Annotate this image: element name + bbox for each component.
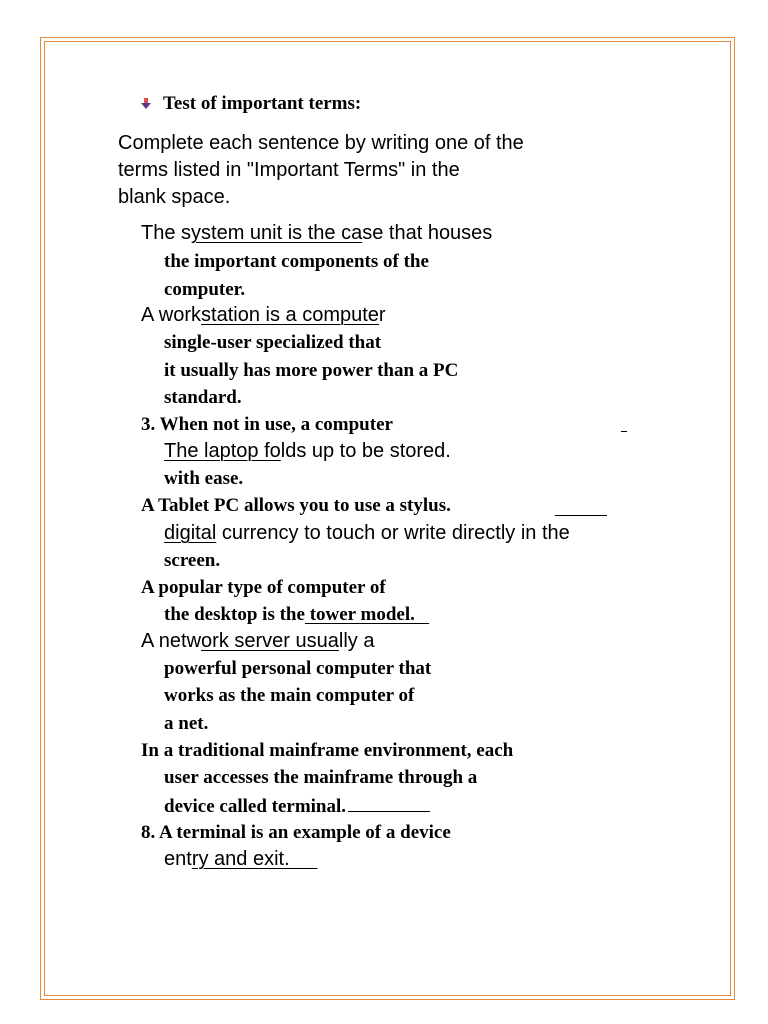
q3-line-1: 3. When not in use, a computer bbox=[141, 414, 393, 435]
q2-answer: station is a compute bbox=[201, 304, 379, 326]
q6-line-4: a net. bbox=[164, 713, 209, 734]
q8-text: ent bbox=[164, 848, 192, 870]
q8-line-1: 8. A terminal is an example of a device bbox=[141, 822, 451, 843]
q5-text: the desktop is the bbox=[164, 604, 305, 625]
answer-blank bbox=[555, 499, 607, 516]
q1-line-2: the important components of the bbox=[164, 251, 429, 272]
q3-answer: The laptop fo bbox=[164, 440, 281, 462]
q6-answer: ork server usua bbox=[201, 630, 339, 652]
q2-line-4: standard. bbox=[164, 387, 242, 408]
q6-line-1 bbox=[141, 630, 374, 653]
q4-line-3: screen. bbox=[164, 550, 221, 571]
answer-blank bbox=[621, 415, 627, 432]
q4-answer: digital bbox=[164, 522, 217, 544]
q5-line-2 bbox=[164, 604, 429, 626]
q4-text: currency to touch or write directly in the bbox=[216, 522, 570, 544]
q8-line-2 bbox=[164, 848, 317, 871]
q6-text: A netw bbox=[141, 630, 202, 652]
q8-answer: ry and exit. bbox=[191, 848, 318, 870]
q1-text: se that houses bbox=[362, 222, 493, 244]
q6-line-2: powerful personal computer that bbox=[164, 658, 432, 679]
q7-line-1: In a traditional mainframe environment, each bbox=[141, 740, 514, 761]
q2-line-1 bbox=[141, 304, 386, 327]
q5-line-1: A popular type of computer of bbox=[141, 577, 386, 598]
q1-answer: ystem unit is the ca bbox=[191, 222, 363, 244]
instructions-line: terms listed in "Important Terms" in the bbox=[118, 159, 460, 181]
q7-line-3 bbox=[164, 795, 430, 818]
q1-line-1 bbox=[141, 222, 492, 245]
arrow-bullet-icon bbox=[141, 98, 151, 110]
q7-text: device called terminal. bbox=[164, 796, 347, 817]
instructions-line: blank space. bbox=[118, 186, 231, 208]
q2-text: r bbox=[378, 304, 386, 326]
q1-line-3: computer. bbox=[164, 279, 246, 300]
q6-line-3: works as the main computer of bbox=[164, 685, 415, 706]
q3-line-2 bbox=[164, 440, 451, 463]
instructions bbox=[118, 130, 598, 211]
q6-text: lly a bbox=[338, 630, 375, 652]
q3-text: lds up to be stored. bbox=[280, 440, 451, 462]
q3-line-3: with ease. bbox=[164, 468, 244, 489]
q2-text: A work bbox=[141, 304, 202, 326]
q5-answer: tower model. bbox=[304, 604, 430, 625]
instructions-line: Complete each sentence by writing one of the bbox=[118, 132, 524, 154]
section-heading bbox=[141, 93, 361, 115]
answer-blank bbox=[348, 795, 430, 812]
q4-line-1: A Tablet PC allows you to use a stylus. bbox=[141, 495, 451, 516]
q2-line-2: single-user specialized that bbox=[164, 332, 382, 353]
q2-line-3: it usually has more power than a PC bbox=[164, 360, 459, 381]
heading-text: Test of important terms: bbox=[163, 93, 362, 114]
q4-line-2 bbox=[164, 522, 570, 545]
q1-text: The s bbox=[141, 222, 192, 244]
q7-line-2: user accesses the mainframe through a bbox=[164, 767, 478, 788]
